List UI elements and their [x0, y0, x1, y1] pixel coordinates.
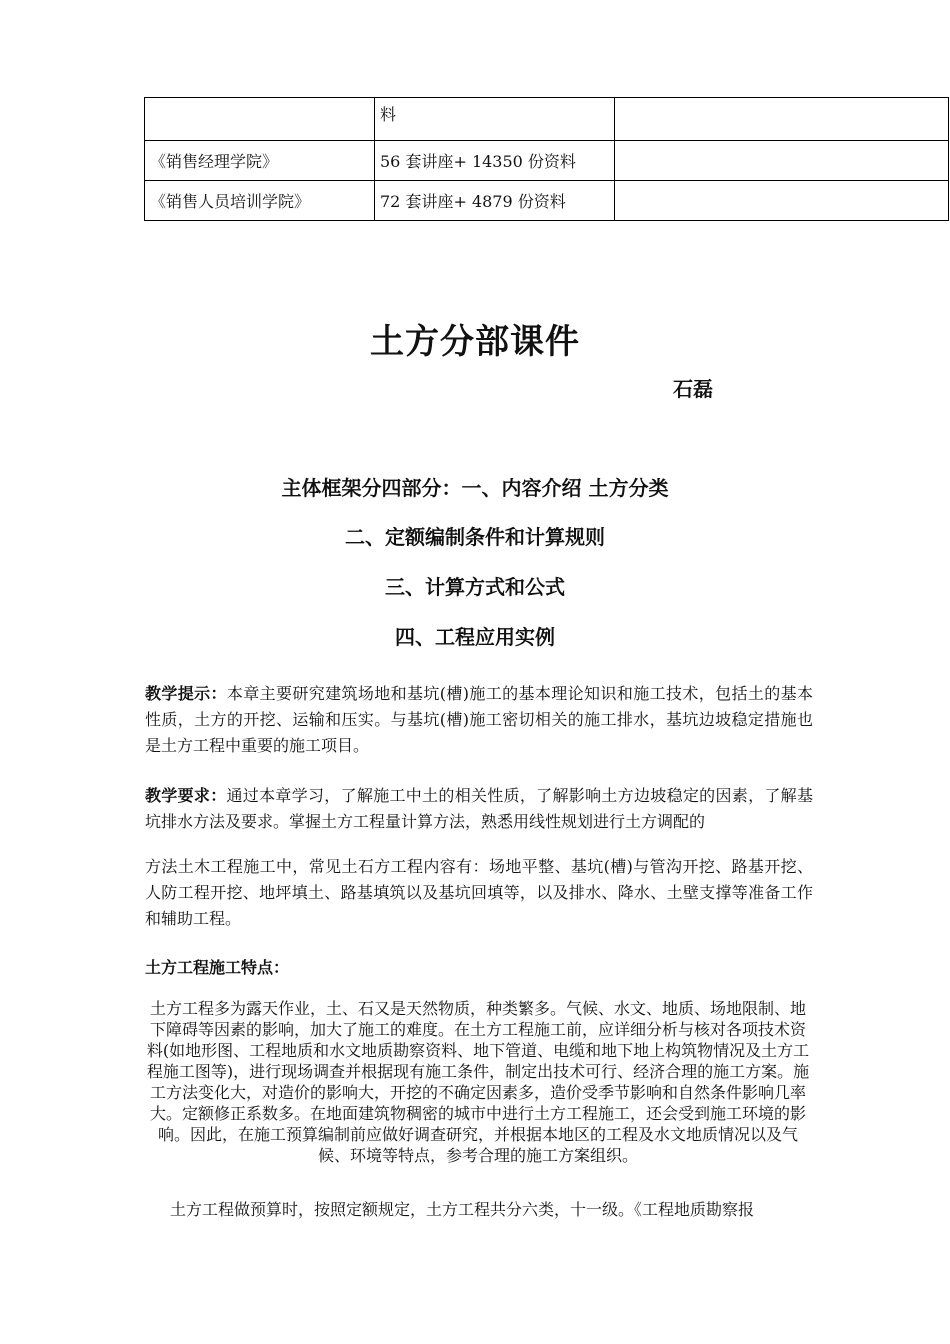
- table-cell: 《销售经理学院》: [145, 141, 375, 181]
- teaching-requirements-label: 教学要求：: [145, 786, 227, 805]
- document-title: 土方分部课件: [370, 322, 580, 362]
- features-heading: 土方工程施工特点：: [145, 958, 290, 977]
- table-cell: [615, 181, 949, 221]
- teaching-requirements-text: 通过本章学习，了解施工中土的相关性质，了解影响土方边坡稳定的因素，了解基坑排水方法及要求。掌握土方工程量计算方法，熟悉用线性规划进行土方调配的: [145, 786, 813, 831]
- teaching-tips-paragraph: [145, 681, 813, 759]
- table-row: [145, 98, 949, 141]
- framework-line-3: 三、计算方式和公式: [385, 575, 565, 599]
- table-row: [145, 141, 949, 181]
- budget-paragraph: 土方工程做预算时，按照定额规定，土方工程共分六类，十一级。《工程地质勘察报: [170, 1200, 755, 1219]
- table-cell: 56 套讲座+ 14350 份资料: [375, 141, 615, 181]
- resource-table: [144, 97, 949, 221]
- table-cell: 《销售人员培训学院》: [145, 181, 375, 221]
- teaching-tips-label: 教学提示：: [145, 684, 227, 703]
- framework-line-2: 二、定额编制条件和计算规则: [345, 525, 605, 549]
- author-name: 石磊: [673, 377, 713, 401]
- table-cell: [615, 141, 949, 181]
- table-row: [145, 181, 949, 221]
- table-cell: 72 套讲座+ 4879 份资料: [375, 181, 615, 221]
- framework-line-1: 主体框架分四部分：一、内容介绍 土方分类: [281, 476, 669, 500]
- features-paragraph: 土方工程多为露天作业，土、石又是天然物质，种类繁多。气候、水文、地质、场地限制、地下障碍等因素的影响，加大了施工的难度。在土方工程施工前，应详细分析与核对各项技术资料(如地形图、工程地质和水文地质勘察资料、地下管道、电缆和地下地上构筑物情况及土方工程施工图等)，进行现场调查并根据现有施工条件，制定出技术可行、经济合理的施工方案。施工方法变化大，对造价的影响大，开挖的不确定因素多，造价受季节影响和自然条件影响几率大。定额修正系数多。在地面建筑物稠密的城市中进行土方工程施工，还会受到施工环境的影响。因此，在施工预算编制前应做好调查研究，并根据本地区的工程及水文地质情况以及气候、环境等特点，参考合理的施工方案组织。: [146, 999, 810, 1165]
- earthwork-content-paragraph: 方法土木工程施工中，常见土石方工程内容有：场地平整、基坑(槽)与管沟开挖、路基开挖、人防工程开挖、地坪填土、路基填筑以及基坑回填等，以及排水、降水、土壁支撑等准备工作和辅助工程。: [145, 857, 813, 928]
- teaching-requirements-paragraph: [145, 783, 813, 835]
- table-cell: 料: [375, 98, 615, 141]
- teaching-tips-text: 本章主要研究建筑场地和基坑(槽)施工的基本理论知识和施工技术，包括土的基本性质，土方的开挖、运输和压实。与基坑(槽)施工密切相关的施工排水，基坑边坡稳定措施也是土方工程中重要的施工项目。: [145, 684, 813, 755]
- table-cell: [145, 98, 375, 141]
- table-cell: [615, 98, 949, 141]
- framework-line-4: 四、工程应用实例: [395, 625, 555, 649]
